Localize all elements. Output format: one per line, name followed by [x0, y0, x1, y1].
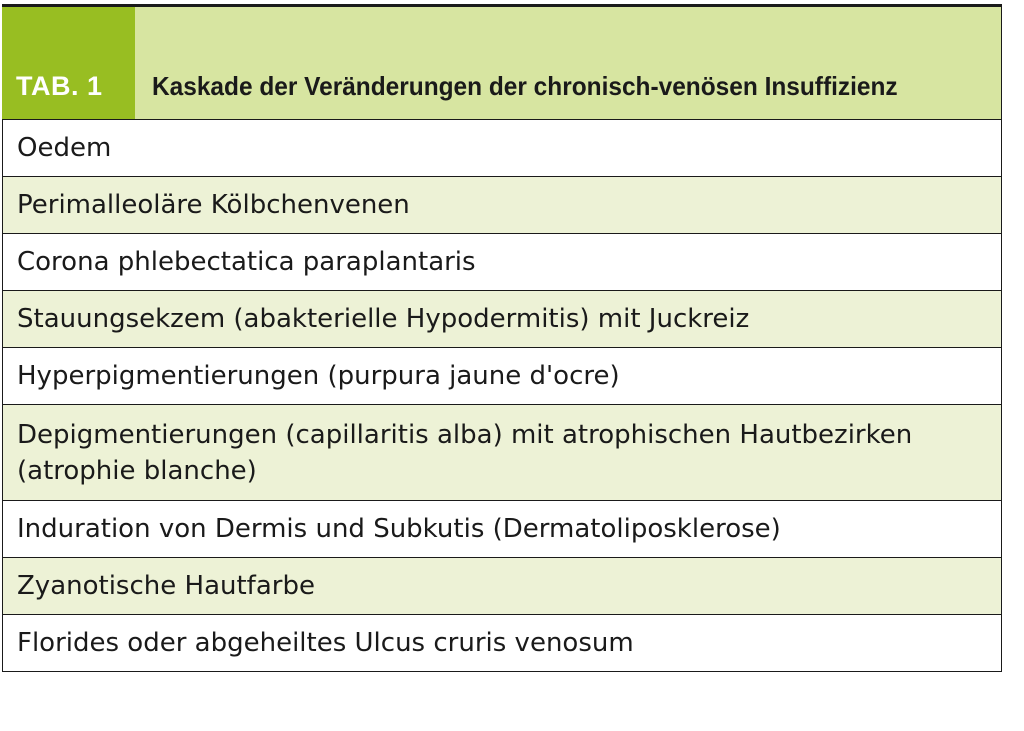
- table-row: [2, 291, 1002, 348]
- table-title-text: Kaskade der Veränderungen der chronisch-venösen Insuffizienz: [152, 71, 898, 101]
- table-row-text: Florides oder abgeheiltes Ulcus cruris venosum: [17, 628, 634, 658]
- table-row: [2, 558, 1002, 615]
- table-title: [135, 7, 1001, 119]
- table-row: [2, 234, 1002, 291]
- table-row: [2, 348, 1002, 405]
- table-row: [2, 120, 1002, 177]
- table-row: [2, 405, 1002, 501]
- table-row-text: Perimalleoläre Kölbchenvenen: [17, 190, 410, 220]
- table-row-text: Hyperpigmentierungen (purpura jaune d'ocre): [17, 361, 620, 391]
- table-row: [2, 615, 1002, 672]
- table-row: [2, 501, 1002, 558]
- table-row-text: Induration von Dermis und Subkutis (Dermatoliposklerose): [17, 514, 781, 544]
- table-header: [2, 7, 1002, 120]
- table-row-text: Oedem: [17, 133, 112, 163]
- cvi-table: [2, 4, 1002, 672]
- table-row-text: Corona phlebectatica paraplantaris: [17, 247, 476, 277]
- table-row: [2, 177, 1002, 234]
- table-number-label: TAB. 1: [2, 7, 135, 119]
- table-row-text: Stauungsekzem (abakterielle Hypodermitis) mit Juckreiz: [17, 304, 750, 334]
- table-row-text: Depigmentierungen (capillaritis alba) mit atrophischen Hautbezirken (atrophie blanche): [17, 419, 913, 486]
- table-row-text: Zyanotische Hautfarbe: [17, 571, 315, 601]
